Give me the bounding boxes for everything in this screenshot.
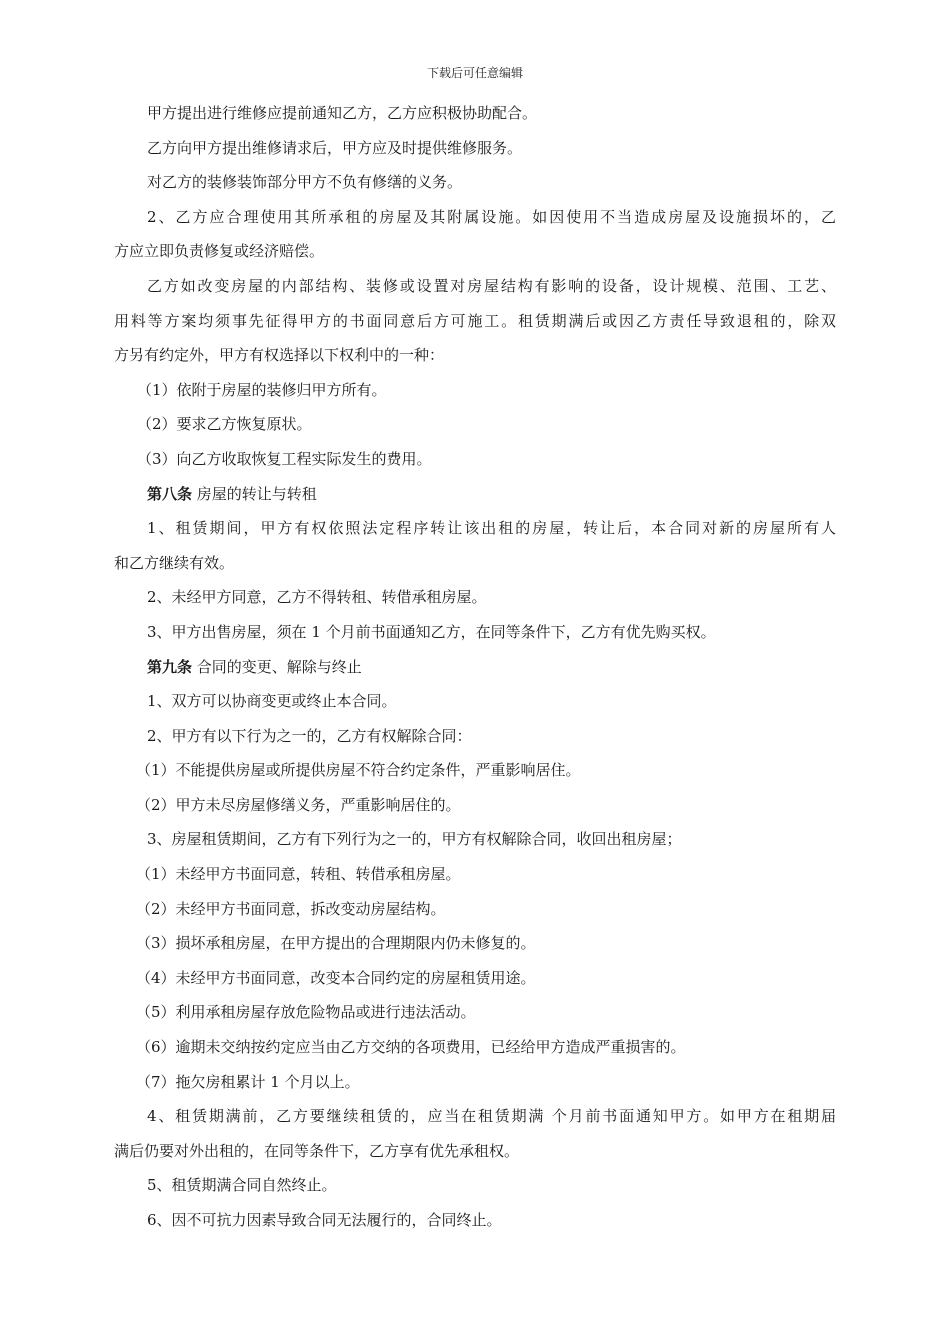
article-heading-8 [114, 477, 836, 512]
article-title: 房屋的转让与转租 [192, 484, 317, 503]
paragraph-line: 3、房屋租赁期间，乙方有下列行为之一的，甲方有权解除合同，收回出租房屋； [147, 830, 682, 849]
list-item: （1）不能提供房屋或所提供房屋不符合约定条件，严重影响居住。 [136, 761, 581, 780]
article-label: 第九条 [147, 657, 193, 676]
list-item: （7）拖欠房租累计 1 个月以上。 [136, 1072, 360, 1091]
article-label: 第八条 [147, 484, 193, 503]
list-item: （3）向乙方收取恢复工程实际发生的费用。 [137, 449, 432, 468]
document-body [114, 96, 836, 1238]
paragraph-line: 用料等方案均须事先征得甲方的书面同意后方可施工。租赁期满后或因乙方责任导致退租的，除双 [114, 311, 836, 330]
paragraph-line: 乙方如改变房屋的内部结构、装修或设置对房屋结构有影响的设备，设计规模、范围、工艺、 [147, 276, 836, 295]
list-item: （5）利用承租房屋存放危险物品或进行违法活动。 [136, 1003, 476, 1022]
paragraph-line: 方另有约定外，甲方有权选择以下权利中的一种： [114, 346, 445, 365]
list-item: （2）要求乙方恢复原状。 [137, 415, 312, 434]
paragraph-line: 1、租赁期间，甲方有权依照法定程序转让该出租的房屋，转让后，本合同对新的房屋所有人 [147, 519, 836, 538]
list-item: （1）依附于房屋的装修归甲方所有。 [137, 380, 387, 399]
list-item: （1）未经甲方书面同意，转租、转借承租房屋。 [136, 865, 461, 884]
paragraph-line: 4、租赁期满前，乙方要继续租赁的，应当在租赁期满 个月前书面通知甲方。如甲方在租期届 [147, 1107, 836, 1126]
paragraph-line: 2、甲方有以下行为之一的，乙方有权解除合同： [147, 726, 472, 745]
paragraph-line: 1、双方可以协商变更或终止本合同。 [147, 692, 397, 711]
article-title: 合同的变更、解除与终止 [192, 657, 362, 676]
list-item: （4）未经甲方书面同意，改变本合同约定的房屋租赁用途。 [136, 968, 536, 987]
paragraph-line: 6、因不可抗力因素导致合同无法履行的，合同终止。 [147, 1211, 502, 1229]
article-heading-9 [114, 650, 836, 685]
paragraph-line: 和乙方继续有效。 [114, 553, 235, 572]
paragraph-line: 2、未经甲方同意，乙方不得转租、转借承租房屋。 [147, 588, 487, 607]
page-header-note: 下载后可任意编辑 [426, 66, 523, 80]
list-item: （2）未经甲方书面同意，拆改变动房屋结构。 [136, 899, 446, 918]
paragraph-line: 5、租赁期满合同自然终止。 [147, 1176, 337, 1195]
paragraph-line: 满后仍要对外出租的，在同等条件下，乙方享有优先承租权。 [114, 1141, 520, 1160]
paragraph-line: 2、乙方应合理使用其所承租的房屋及其附属设施。如因使用不当造成房屋及设施损坏的，乙 [147, 207, 836, 226]
list-item: （2）甲方未尽房屋修缮义务，严重影响居住的。 [136, 795, 461, 814]
list-item: （6）逾期未交纳按约定应当由乙方交纳的各项费用，已经给甲方造成严重损害的。 [136, 1038, 686, 1057]
paragraph-line: 方应立即负责修复或经济赔偿。 [114, 242, 325, 261]
paragraph-line: 甲方提出进行维修应提前通知乙方，乙方应积极协助配合。 [147, 104, 538, 122]
paragraph-line: 对乙方的装修装饰部分甲方不负有修缮的义务。 [147, 173, 463, 192]
paragraph-line: 乙方向甲方提出维修请求后，甲方应及时提供维修服务。 [147, 138, 523, 157]
paragraph-line: 3、甲方出售房屋，须在 1 个月前书面通知乙方，在同等条件下，乙方有优先购买权。 [147, 622, 716, 641]
list-item: （3）损坏承租房屋，在甲方提出的合理期限内仍未修复的。 [136, 934, 536, 953]
